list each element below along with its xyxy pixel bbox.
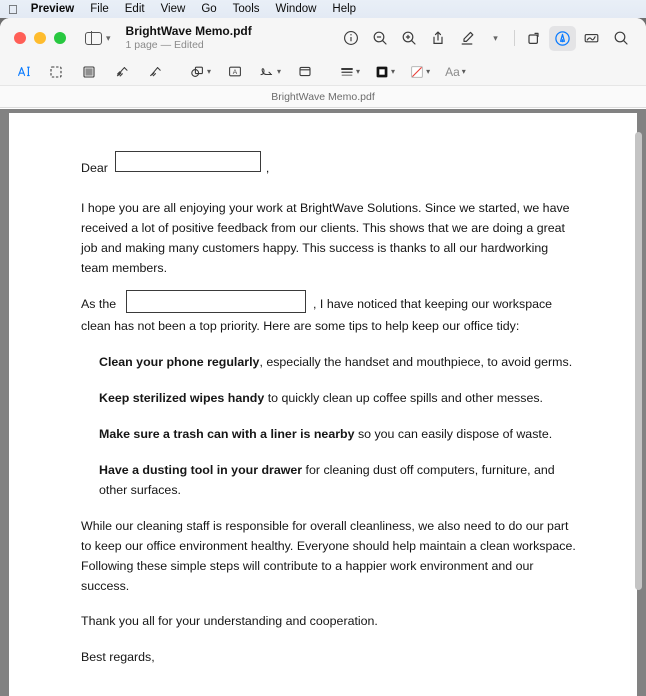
menu-bar (0, 0, 646, 18)
annotate-button[interactable] (549, 26, 576, 51)
menu-item-help[interactable]: Help (322, 3, 347, 15)
page-title: BrightWave Memo.pdf (125, 23, 252, 38)
zoom-in-button[interactable] (395, 26, 422, 51)
window-title-bar (0, 18, 646, 58)
tip-heading: Make sure a trash can with a liner is nearby (99, 426, 355, 441)
salutation-prefix: Dear (81, 161, 108, 175)
chevron-down-icon[interactable]: ▾ (356, 67, 361, 76)
tip-body: , especially the handset and mouthpiece, to avoid germs. (259, 354, 573, 369)
preview-window (0, 18, 646, 696)
menu-item-file[interactable]: File (80, 3, 100, 15)
instant-alpha-button[interactable] (78, 61, 100, 83)
svg-text:A: A (232, 69, 238, 77)
tip-item (99, 424, 579, 444)
chevron-down-icon[interactable]: ▾ (426, 67, 431, 76)
maximize-button[interactable] (54, 32, 66, 44)
path-bar-label: BrightWave Memo.pdf (271, 90, 375, 103)
path-bar (0, 86, 646, 108)
tip-heading: Clean your phone regularly (99, 354, 260, 369)
role-suffix: , I have noticed that keeping our workspace clean has not been a top priority. Here are some tips to help keep our office tidy: (81, 297, 553, 334)
chevron-down-icon[interactable]: ▾ (277, 67, 282, 76)
tip-heading: Keep sterilized wipes handy (99, 390, 265, 405)
close-button[interactable] (14, 32, 26, 44)
role-prefix: As the (81, 297, 117, 312)
menu-item-preview[interactable]: Preview (21, 3, 65, 15)
rotate-button[interactable] (520, 26, 547, 51)
info-button[interactable] (337, 26, 364, 51)
salutation-suffix: , (265, 161, 270, 175)
shape-style-button[interactable] (338, 61, 362, 83)
markup-options-chevron-icon[interactable]: ▾ (493, 32, 498, 43)
sign-button[interactable] (257, 61, 283, 83)
toolbar-divider (514, 30, 515, 46)
chevron-down-icon[interactable]: ▾ (391, 67, 396, 76)
minimize-button[interactable] (34, 32, 46, 44)
text-style-label: Aa (445, 64, 460, 79)
shapes-button[interactable] (188, 61, 213, 83)
document-status: 1 page — Edited (125, 39, 204, 52)
search-button[interactable] (607, 26, 634, 51)
tip-heading: Have a dusting tool in your drawer (99, 462, 303, 477)
tip-body: for cleaning dust off computers, furniture, and other surfaces. (99, 462, 555, 497)
markup-pen-button[interactable] (453, 26, 480, 51)
sketch-button[interactable] (111, 61, 133, 83)
draw-button[interactable] (144, 61, 166, 83)
salutation-line (81, 151, 579, 178)
zoom-out-button[interactable] (366, 26, 393, 51)
chevron-down-icon[interactable]: ▾ (207, 67, 212, 76)
border-color-button[interactable] (373, 61, 397, 83)
tip-item (99, 460, 579, 500)
markup-toolbar (0, 58, 646, 86)
share-button[interactable] (424, 26, 451, 51)
paragraph-role (81, 293, 579, 336)
tip-body: to quickly clean up coffee spills and other messes. (264, 390, 543, 405)
menu-item-view[interactable]: View (150, 3, 176, 15)
menu-item-tools[interactable]: Tools (222, 3, 250, 15)
role-title-field[interactable] (126, 290, 306, 313)
traffic-lights (14, 32, 66, 44)
tip-item (99, 352, 579, 372)
toolbar-actions (337, 26, 634, 51)
paragraph-thanks: Thank you all for your understanding and cooperation. (81, 614, 378, 629)
text-box-button[interactable] (224, 61, 246, 83)
recipient-name-field[interactable] (115, 151, 261, 172)
menu-item-window[interactable]: Window (265, 3, 307, 15)
pdf-content (9, 113, 637, 667)
signature-button[interactable] (578, 26, 605, 51)
sidebar-toggle-button[interactable] (85, 32, 111, 45)
document-scroll-area[interactable] (0, 109, 646, 696)
paragraph-intro: I hope you are all enjoying your work at BrightWave Solutions. Since we started, we have received a lot of positive feedback from our clients. This shows that we are doing a great job and making many customers happy. This success is thanks to all our hardworking team members. (81, 201, 570, 276)
pdf-page (9, 113, 637, 696)
menu-item-edit[interactable]: Edit (115, 3, 135, 15)
sidebar-icon (85, 32, 102, 45)
tip-body: so you can easily dispose of waste. (354, 426, 553, 441)
chevron-down-icon[interactable]: ▾ (106, 32, 111, 43)
paragraph-conclusion: While our cleaning staff is responsible for overall cleanliness, we also need to do our part to keep our office environment healthy. Everyone should help maintain a clean workspace. Following these simple steps will contribute to a happier work environment and our success. (81, 519, 576, 594)
apple-logo-icon[interactable] (8, 3, 18, 16)
menu-item-go[interactable]: Go (191, 3, 207, 15)
document-info (126, 25, 252, 52)
fill-color-button[interactable] (408, 61, 432, 83)
vertical-scrollbar[interactable] (635, 132, 642, 590)
rectangular-selection-button[interactable] (45, 61, 67, 83)
note-button[interactable] (294, 61, 316, 83)
text-selection-button[interactable] (12, 61, 34, 83)
closing-line: Best regards, (81, 649, 155, 664)
tip-item (99, 388, 579, 408)
text-style-button[interactable] (443, 61, 468, 83)
chevron-down-icon[interactable]: ▾ (461, 67, 466, 76)
